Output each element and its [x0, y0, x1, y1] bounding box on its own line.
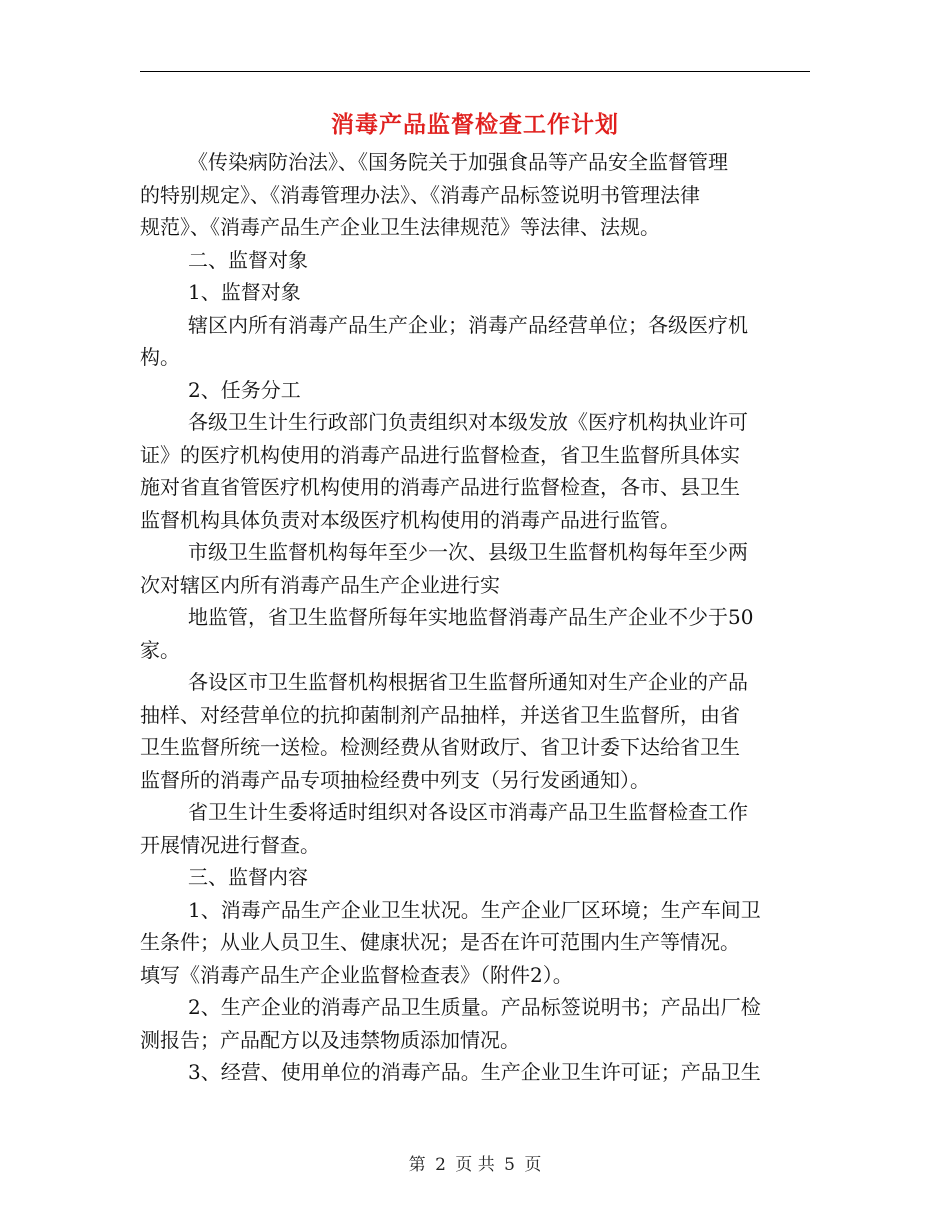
text-line: 2、生产企业的消毒产品卫生质量。产品标签说明书；产品出厂检	[188, 995, 761, 1019]
text-line: 地监管，省卫生监督所每年实地监督消毒产品生产企业不少于50	[188, 605, 754, 629]
text-line: 构。	[140, 345, 180, 369]
text-line: 2、任务分工	[188, 377, 301, 402]
text-line: 家。	[140, 637, 180, 662]
text-line: 各设区市卫生监督机构根据省卫生监督所通知对生产企业的产品	[188, 670, 748, 694]
text-line: 监督所的消毒产品专项抽检经费中列支（另行发函通知）。	[140, 767, 650, 792]
text-line: 二、监督对象	[188, 247, 308, 272]
text-line: 的特别规定》、《消毒管理办法》、《消毒产品标签说明书管理法律	[140, 182, 700, 207]
text-line: 证》的医疗机构使用的消毒产品进行监督检查，省卫生监督所具体实	[140, 442, 740, 467]
text-line: 施对省直省管医疗机构使用的消毒产品进行监督检查，各市、县卫生	[140, 475, 740, 499]
footer-prefix: 第	[408, 1155, 426, 1175]
text-line: 测报告；产品配方以及违禁物质添加情况。	[140, 1027, 520, 1052]
text-line: 《传染病防治法》、《国务院关于加强食品等产品安全监督管理	[188, 150, 728, 174]
footer-suffix: 页	[524, 1155, 542, 1175]
text-line: 生条件；从业人员卫生、健康状况；是否在许可范围内生产等情况。	[140, 930, 740, 954]
text-line: 规范》、《消毒产品生产企业卫生法律规范》等法律、法规。	[140, 215, 660, 239]
footer-total-pages: 5	[504, 1155, 515, 1175]
footer-current-page: 2	[435, 1155, 446, 1175]
text-line: 1、消毒产品生产企业卫生状况。生产企业厂区环境；生产车间卫	[188, 897, 761, 922]
footer-middle: 页 共	[455, 1155, 495, 1175]
text-line: 1、监督对象	[188, 280, 301, 304]
text-line: 次对辖区内所有消毒产品生产企业进行实	[140, 572, 500, 597]
header-rule	[140, 71, 810, 72]
text-line: 省卫生计生委将适时组织对各设区市消毒产品卫生监督检查工作	[188, 800, 748, 824]
text-line: 3、经营、使用单位的消毒产品。生产企业卫生许可证；产品卫生	[188, 1060, 761, 1084]
text-line: 各级卫生计生行政部门负责组织对本级发放《医疗机构执业许可	[188, 410, 748, 434]
page-footer	[0, 1153, 950, 1177]
document-body	[140, 146, 810, 1089]
text-line: 辖区内所有消毒产品生产企业；消毒产品经营单位；各级医疗机	[188, 312, 748, 337]
text-line: 监督机构具体负责对本级医疗机构使用的消毒产品进行监管。	[140, 507, 680, 532]
text-line: 填写《消毒产品生产企业监督检查表》（附件2）。	[140, 962, 573, 987]
text-line: 卫生监督所统一送检。检测经费从省财政厅、省卫计委下达给省卫生	[140, 735, 740, 759]
text-line: 市级卫生监督机构每年至少一次、县级卫生监督机构每年至少两	[188, 540, 748, 564]
text-line: 开展情况进行督查。	[140, 832, 320, 857]
text-line: 三、监督内容	[188, 865, 308, 889]
document-title: 消毒产品监督检查工作计划	[331, 112, 619, 138]
text-line: 抽样、对经营单位的抗抑菌制剂产品抽样，并送省卫生监督所，由省	[140, 702, 740, 727]
